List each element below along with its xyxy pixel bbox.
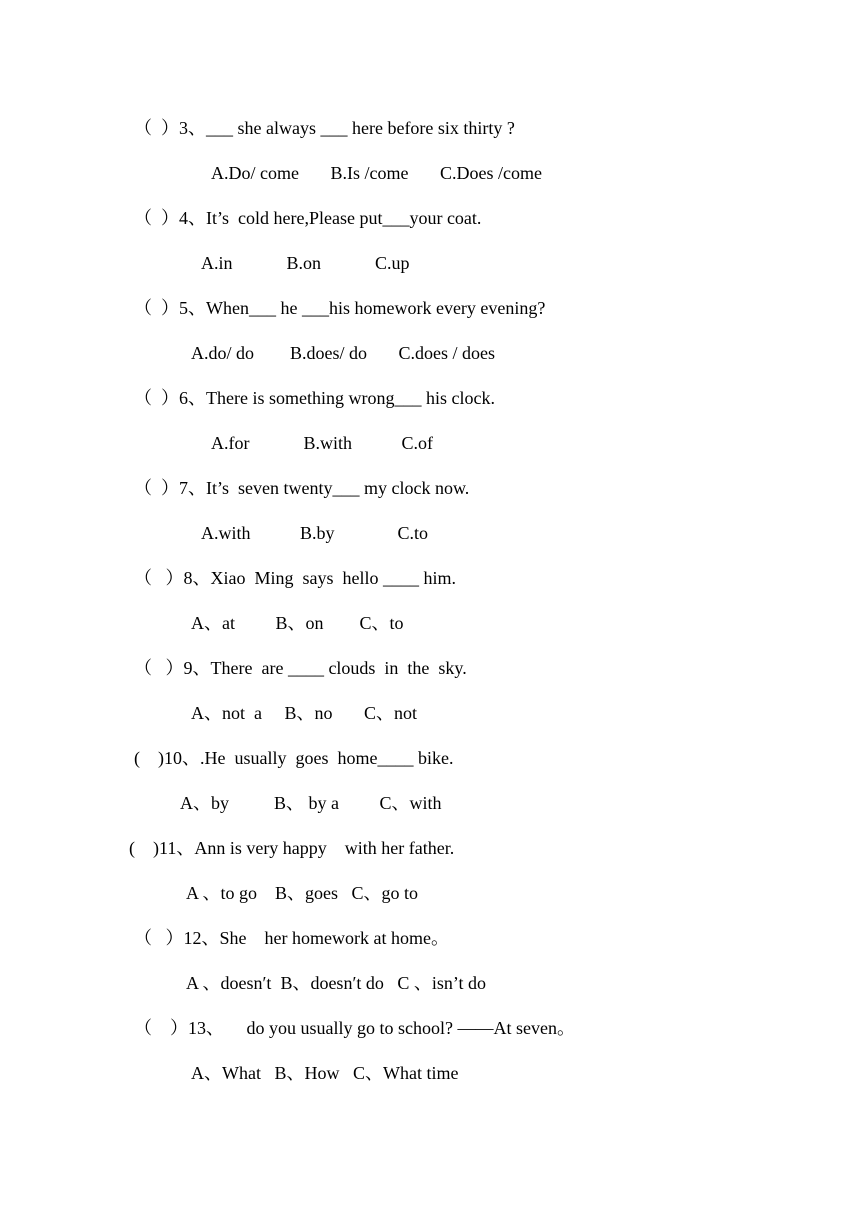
question-3-options: A.Do/ come B.Is /come C.Does /come — [211, 163, 542, 183]
question-4-options: A.in B.on C.up — [201, 253, 410, 273]
question-8: （ ）8、Xiao Ming says hello ____ him. — [134, 568, 456, 588]
question-7: （ ）7、It’s seven twenty___ my clock now. — [134, 478, 470, 498]
question-5: （ ）5、When___ he ___his homework every evening? — [134, 298, 546, 318]
question-10-options: A、by B、 by a C、with — [180, 793, 442, 813]
question-11-options: A 、to go B、goes C、go to — [186, 883, 419, 903]
question-5-options: A.do/ do B.does/ do C.does / does — [191, 343, 495, 363]
question-12-options: A 、doesn′t B、doesn′t do C 、isn’t do — [186, 973, 487, 993]
question-9-options: A、not a B、no C、not — [191, 703, 418, 723]
question-6: （ ）6、There is something wrong___ his clock. — [134, 388, 495, 408]
question-10: ( )10、.He usually goes home____ bike. — [134, 748, 454, 768]
question-6-options: A.for B.with C.of — [211, 433, 433, 453]
question-13-options: A、What B、How C、What time — [191, 1063, 459, 1083]
question-11: ( )11、Ann is very happy with her father. — [129, 838, 455, 858]
question-7-options: A.with B.by C.to — [201, 523, 429, 543]
question-4: （ ）4、It’s cold here,Please put___your coat. — [134, 208, 482, 228]
question-9: （ ）9、There are ____ clouds in the sky. — [134, 658, 467, 678]
question-3: （ ）3、___ she always ___ here before six thirty ? — [134, 118, 515, 138]
question-13: （ ）13、 do you usually go to school? ——At seven。 — [134, 1018, 575, 1038]
question-12: （ ）12、She her homework at home。 — [134, 928, 449, 948]
question-8-options: A、at B、on C、to — [191, 613, 404, 633]
